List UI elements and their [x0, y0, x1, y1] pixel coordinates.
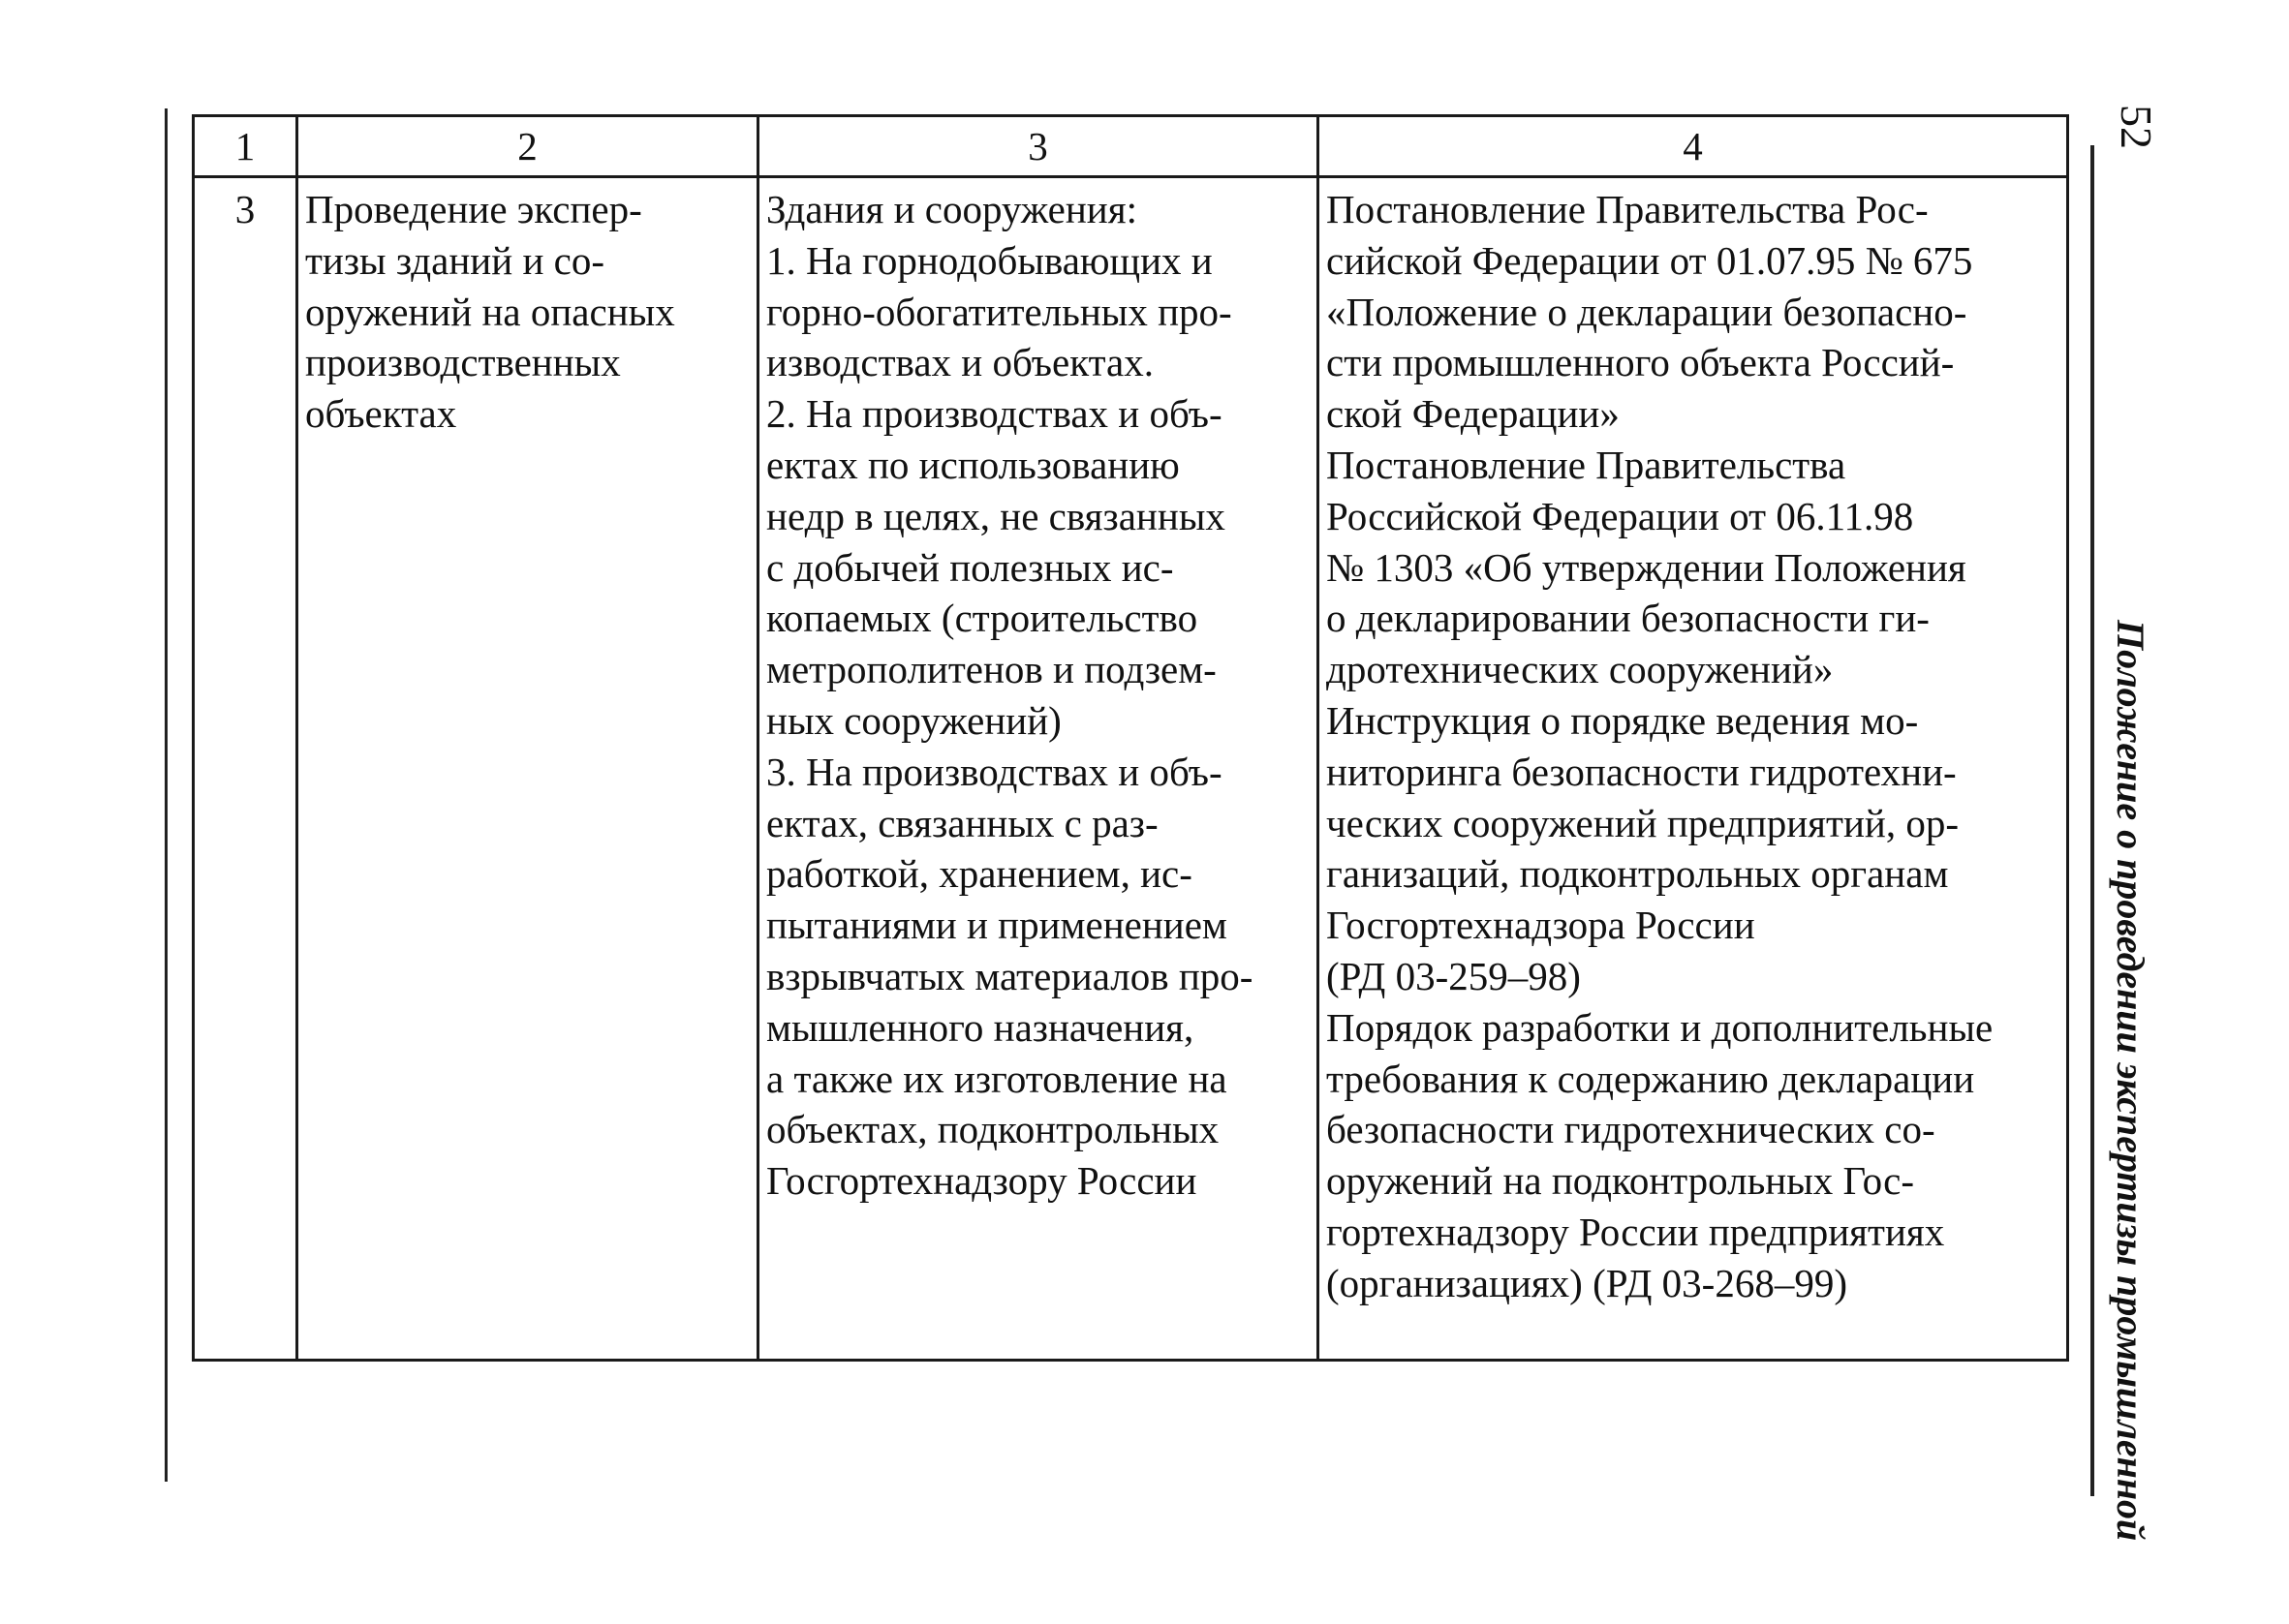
left-margin-rule: [165, 108, 168, 1482]
row-number: 3: [234, 187, 256, 231]
header-col-1: 1: [194, 116, 297, 177]
objects-cell: [758, 177, 1318, 1361]
header-col-2: 2: [297, 116, 758, 177]
table-header: [194, 116, 2068, 177]
header-row: [194, 116, 2068, 177]
header-col-3: 3: [758, 116, 1318, 177]
regulations-cell: [1318, 177, 2068, 1361]
header-col-4: 4: [1318, 116, 2068, 177]
page-number: 52: [2112, 105, 2161, 149]
regulations-text: Постановление Правительства Рос- сийской Федерации от 01.07.95 № 675 «Положение о декларации безопасно- сти промышленного объекта Россий- ской Федерации» Постановление Правительства Российской Федерации от 06.11.98 № 1303 «Об утверждении Положения о декларировании безопасности ги- дротехнических сооружений» Инструкция о порядке ведения мо- ниторинга безопасности гидротехни- ческих сооружений предприятий, ор- ганизаций, подконтрольных органам Госгортехнадзора России (РД 03-259–98) Порядок разработки и дополнительные требования к содержанию декларации безопасности гидротехнических со- оружений на подконтрольных Гос- гортехнадзору России предприятиях (организациях) (РД 03-268–99): [1326, 187, 1994, 1305]
document-table: [192, 114, 2069, 1362]
table-body: [194, 177, 2068, 1361]
row-number-cell: [194, 177, 297, 1361]
work-type-cell: [297, 177, 758, 1361]
table-row: [194, 177, 2068, 1361]
work-type-text: Проведение экспер- тизы зданий и со- оружений на опасных производственных объектах: [305, 187, 675, 437]
running-title: Положение о проведении экспертизы промышленной: [2109, 620, 2152, 1542]
right-margin-rule: [2090, 145, 2094, 1496]
objects-text: Здания и сооружения: 1. На горнодобывающих и горно-обогатительных про- изводствах и объектах. 2. На производствах и объ- ектах по использованию недр в целях, не связанных с добычей полезных ис- копаемых (строительство метрополитенов и подзем- ных сооружений) 3. На производствах и объ- ектах, связанных с раз- работкой, хранением, ис- пытаниями и применением взрывчатых материалов про- мышленного назначения, а также их изготовление на объектах, подконтрольных Госгортехнадзору России: [766, 187, 1253, 1204]
